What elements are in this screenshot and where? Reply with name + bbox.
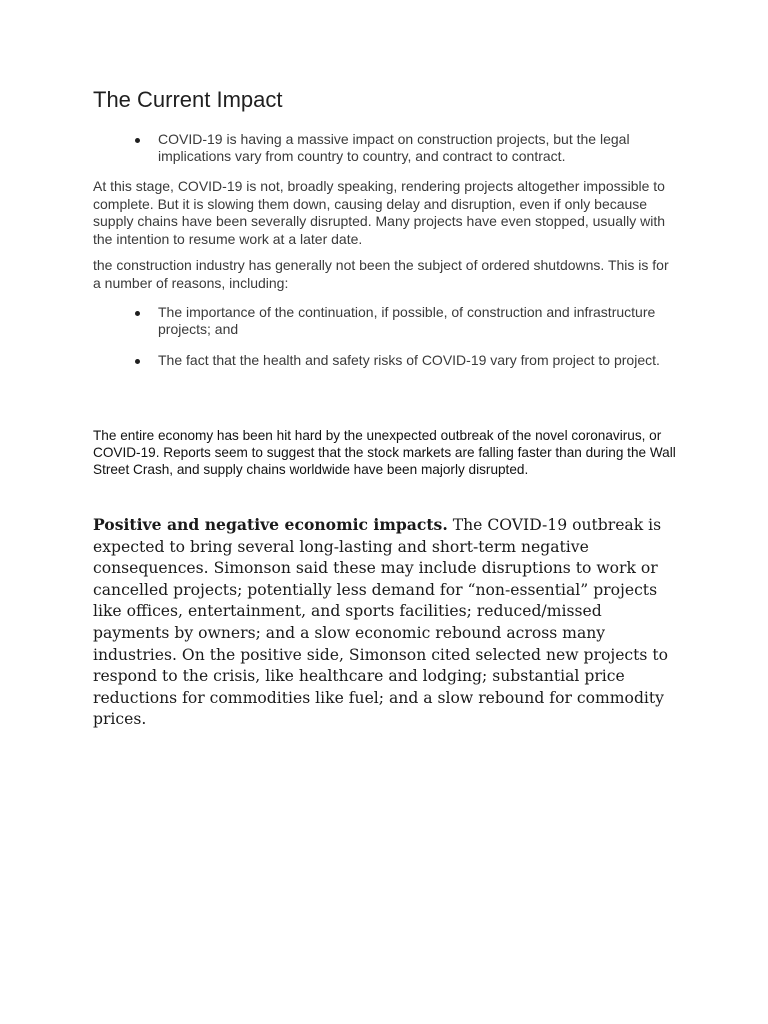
paragraph-body-text: The COVID-19 outbreak is expected to bring several long-lasting and short-term negative consequences. Simonson said these may include disruptions to work or cancelled projects; potentially less demand for “non-essential” projects like offices, entertainment, and sports facilities; reduced/missed payments by owners; and a slow economic rebound across many industries. On the positive side, Simonson cited selected new projects to respond to the crisis, like healthcare and lodging; substantial price reductions for commodities like fuel; and a slow rebound for commodity prices. (93, 516, 669, 729)
bullet-list-reasons (93, 304, 673, 369)
bullet-item (93, 131, 673, 165)
bullet-text: COVID-19 is having a massive impact on construction projects, but the legal implications vary from country to country, and contract to contract. (158, 131, 630, 164)
paragraph-current-stage: At this stage, COVID-19 is not, broadly speaking, rendering projects altogether impossible to complete. But it is slowing them down, causing delay and disruption, even if only because supply chains have been severally disrupted. Many projects have even stopped, usually with the intention to resume work at a later date. (93, 178, 665, 247)
section-heading: The Current Impact (93, 87, 283, 112)
paragraph-shutdowns: the construction industry has generally not been the subject of ordered shutdowns. This is for a number of reasons, including: (93, 257, 669, 291)
paragraph-economic-impacts (93, 514, 678, 731)
paragraph-economy: The entire economy has been hit hard by the unexpected outbreak of the novel coronavirus, or COVID-19. Reports seem to suggest that the stock markets are falling faster than during the Wall Street Crash, and supply chains worldwide have been majorly disrupted. (93, 428, 676, 477)
paragraph-lead-heading: Positive and negative economic impacts. (93, 515, 448, 534)
bullet-dot-icon (135, 359, 140, 364)
bullet-dot-icon (135, 311, 140, 316)
bullet-item (93, 352, 673, 369)
bullet-text: The importance of the continuation, if possible, of construction and infrastructure projects; and (158, 304, 656, 337)
bullet-dot-icon (135, 138, 140, 143)
bullet-text: The fact that the health and safety risks of COVID-19 vary from project to project. (158, 352, 660, 368)
bullet-list-impact (93, 131, 673, 165)
bullet-item (93, 304, 673, 338)
